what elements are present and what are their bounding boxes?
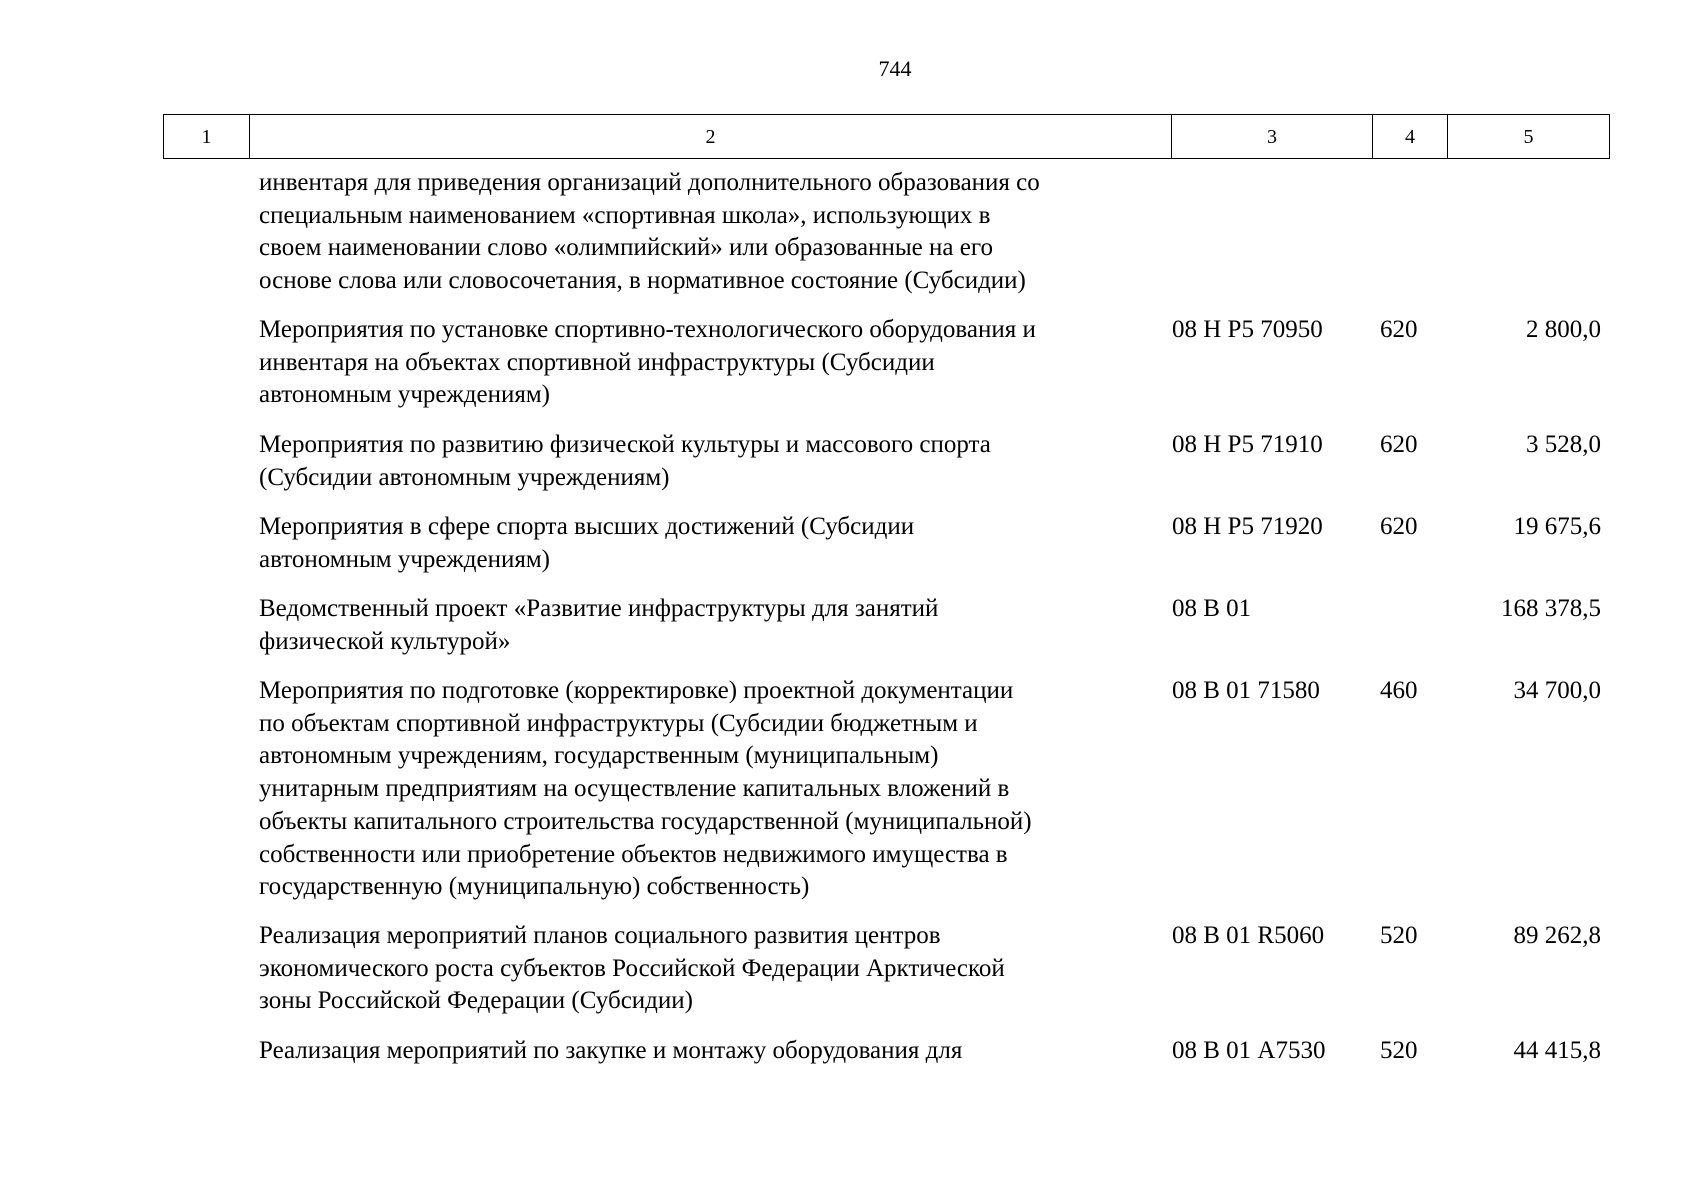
row-expense-type: 620 [1380, 316, 1418, 343]
row-code: 08 Н Р5 71910 [1172, 431, 1323, 458]
header-col-3: 3 [1172, 115, 1373, 159]
row-code: 08 В 01 [1172, 595, 1252, 622]
row-expense-type: 620 [1380, 431, 1418, 458]
row-description: Ведомственный проект «Развитие инфраструктуры для занятий физической культурой» [259, 595, 939, 655]
row-amount: 34 700,0 [1513, 677, 1601, 704]
row-description: Мероприятия в сфере спорта высших достижений (Субсидии автономным учреждениям) [259, 513, 915, 573]
row-code: 08 В 01 71580 [1172, 677, 1320, 704]
row-code: 08 В 01 R5060 [1172, 922, 1325, 949]
row-amount: 89 262,8 [1513, 922, 1601, 949]
header-col-2: 2 [250, 115, 1172, 159]
row-description: Мероприятия по установке спортивно-технологического оборудования и инвентаря на объектах спортивной инфраструктуры (Субсидии автономным учреждениям) [259, 316, 1036, 409]
header-col-4: 4 [1373, 115, 1448, 159]
row-code: 08 В 01 А7530 [1172, 1037, 1326, 1064]
row-amount: 44 415,8 [1513, 1037, 1601, 1064]
row-description: Реализация мероприятий по закупке и монтажу оборудования для [259, 1037, 963, 1064]
row-expense-type: 520 [1380, 1037, 1418, 1064]
row-expense-type: 620 [1380, 513, 1418, 540]
row-code: 08 Н Р5 70950 [1172, 316, 1323, 343]
row-code: 08 Н Р5 71920 [1172, 513, 1323, 540]
header-col-1: 1 [164, 115, 250, 159]
row-amount: 168 378,5 [1501, 595, 1601, 622]
row-amount: 2 800,0 [1526, 316, 1601, 343]
row-amount: 3 528,0 [1526, 431, 1601, 458]
page-number: 744 [878, 56, 912, 81]
row-amount: 19 675,6 [1513, 513, 1601, 540]
row-expense-type: 520 [1380, 922, 1418, 949]
row-description: Мероприятия по развитию физической культуры и массового спорта (Субсидии автономным учреждениям) [259, 431, 991, 491]
header-col-5: 5 [1448, 115, 1610, 159]
row-description: Реализация мероприятий планов социального развития центров экономического роста субъектов Российской Федерации Арктической зоны Российской Федерации (Субсидии) [259, 922, 1005, 1015]
row-description: инвентаря для приведения организаций дополнительного образования со специальным наименованием «спортивная школа», использующих в своем наименовании слово «олимпийский» или образованные на его основе слова или словосочетания, в нормативное состояние (Субсидии) [259, 169, 1040, 295]
row-description: Мероприятия по подготовке (корректировке) проектной документации по объектам спортивной инфраструктуры (Субсидии бюджетным и автономным учреждениям, государственным (муниципальным) унитарным предприятиям на осуществление капитальных вложений в объекты капитального строительства государственной (муниципальной) собственности или приобретение объектов недвижимого имущества в государственную (муниципальную) собственность) [259, 677, 1032, 901]
row-expense-type: 460 [1380, 677, 1418, 704]
